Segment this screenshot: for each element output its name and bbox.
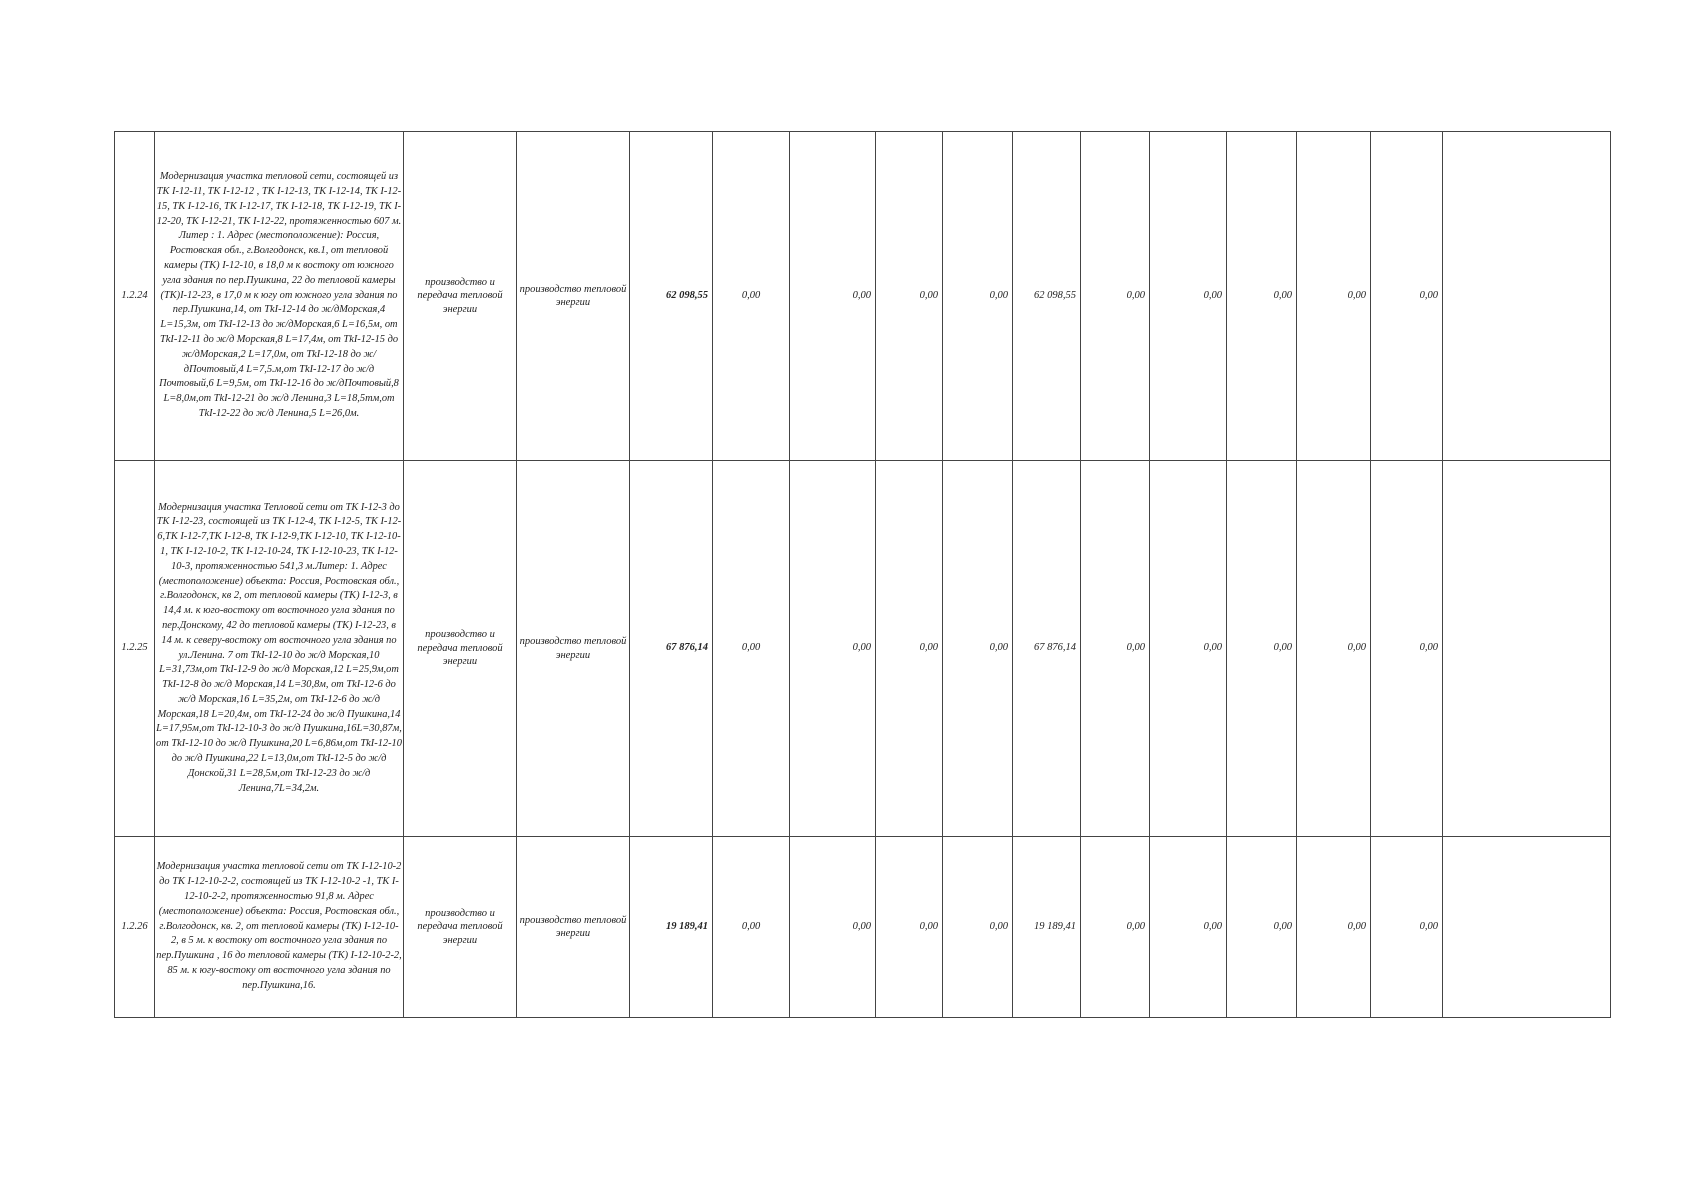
- project-description: Модернизация участка тепловой сети от ТК I-12-10-2 до ТК I-12-10-2-2, состоящей из ТК I-12-10-2 -1, ТК I-12-10-2-2, протяженностью 91,8 м. Адрес (местоположение) объекта: Россия, Ростовская обл., г.Волгодонск, кв. 2, от тепловой камеры (ТК) I-12-10-2, в 5 м. к востоку от восточного угла здания по пер.Пушкина , 16 до тепловой камеры (ТК) I-12-10-2-2, 85 м. к югу-востоку от восточного угла здания по пер.Пушкина,16.: [155, 837, 404, 1018]
- value-cell: 0,00: [1297, 132, 1371, 461]
- value-cell: 0,00: [1081, 461, 1150, 837]
- table-row: [115, 461, 1611, 837]
- empty-cell: [1443, 132, 1611, 461]
- row-number: 1.2.24: [115, 132, 155, 461]
- value-cell: 19 189,41: [1013, 837, 1081, 1018]
- total-cost: 19 189,41: [630, 837, 713, 1018]
- empty-cell: [1443, 837, 1611, 1018]
- value-cell: 0,00: [943, 461, 1013, 837]
- value-cell: 0,00: [790, 132, 876, 461]
- value-cell: 0,00: [1371, 837, 1443, 1018]
- value-cell: 0,00: [1371, 461, 1443, 837]
- value-cell: 0,00: [1227, 837, 1297, 1018]
- value-cell: 0,00: [1371, 132, 1443, 461]
- value-cell: 0,00: [1081, 132, 1150, 461]
- value-cell: 0,00: [713, 837, 790, 1018]
- value-cell: 0,00: [1150, 461, 1227, 837]
- value-cell: 0,00: [713, 132, 790, 461]
- value-cell: 0,00: [943, 132, 1013, 461]
- value-cell: 0,00: [790, 461, 876, 837]
- investment-program-table: [114, 131, 1611, 1018]
- value-cell: 0,00: [943, 837, 1013, 1018]
- value-cell: 0,00: [1297, 837, 1371, 1018]
- table-row: [115, 132, 1611, 461]
- activity-type: производство и передача тепловой энергии: [404, 461, 517, 837]
- value-cell: 0,00: [1227, 132, 1297, 461]
- project-description: Модернизация участка Тепловой сети от ТК I-12-3 до ТК I-12-23, состоящей из ТК I-12-4, ТК I-12-5, ТК I-12-6,ТК I-12-7,ТК I-12-8, ТК I-12-9,ТК I-12-10, ТК I-12-10-1, ТК I-12-10-2, ТК I-12-10-24, ТК I-12-10-23, ТК I-12-10-3, протяженностью 541,3 м.Литер: 1. Адрес (местоположение) объекта: Россия, Ростовская обл., г.Волгодонск, кв 2, от тепловой камеры (ТК) I-12-3, в 14,4 м. к юго-востоку от восточного угла здания по пер.Донскому, 42 до тепловой камеры (ТК) I-12-23, в 14 м. к северу-востоку от восточного угла здания по ул.Ленина. 7 от TkI-12-10 до ж/д Морская,10 L=31,73м,от TkI-12-9 до ж/д Морская,12 L=25,9м,от TkI-12-8 до ж/д Морская,14 L=30,8м, от TkI-12-6 до ж/д Морская,16 L=35,2м, от TkI-12-6 до ж/д Морская,18 L=20,4м, от TkI-12-24 до ж/д Пушкина,14 L=17,95м,от TkI-12-10-3 до ж/д Пушкина,16L=30,87м, от TkI-12-10 до ж/д Пушкина,20 L=6,86м,от TkI-12-10 до ж/д Пушкина,22 L=13,0м,от TkI-12-5 до ж/д Донской,31 L=28,5м,от TkI-12-23 до ж/д Ленина,7L=34,2м.: [155, 461, 404, 837]
- value-cell: 0,00: [876, 132, 943, 461]
- value-cell: 0,00: [1150, 837, 1227, 1018]
- activity-type: производство и передача тепловой энергии: [404, 132, 517, 461]
- value-cell: 0,00: [1297, 461, 1371, 837]
- value-cell: 0,00: [1081, 837, 1150, 1018]
- empty-cell: [1443, 461, 1611, 837]
- row-number: 1.2.25: [115, 461, 155, 837]
- value-cell: 0,00: [1150, 132, 1227, 461]
- total-cost: 62 098,55: [630, 132, 713, 461]
- production-type: производство тепловой энергии: [517, 837, 630, 1018]
- value-cell: 67 876,14: [1013, 461, 1081, 837]
- value-cell: 62 098,55: [1013, 132, 1081, 461]
- project-description: Модернизация участка тепловой сети, состоящей из ТК I-12-11, ТК I-12-12 , ТК I-12-13, ТК I-12-14, ТК I-12-15, ТК I-12-16, ТК I-12-17, ТК I-12-18, ТК I-12-19, ТК I-12-20, ТК I-12-21, ТК I-12-22, протяженностью 607 м. Литер : 1. Адрес (местоположение): Россия, Ростовская обл., г.Волгодонск, кв.1, от тепловой камеры (ТК) I-12-10, в 18,0 м к востоку от южного угла здания по пер.Пушкина, 22 до тепловой камеры (ТК)I-12-23, в 17,0 м к югу от южного угла здания по пер.Пушкина,14, от TkI-12-14 до ж/дМорская,4 L=15,3м, от TkI-12-13 до ж/дМорская,6 L=16,5м, от TkI-12-11 до ж/д Морская,8 L=17,4м, от TkI-12-15 до ж/дМорская,2 L=17,0м, от TkI-12-18 до ж/дПочтовый,4 L=7,5.м,от TkI-12-17 до ж/д Почтовый,6 L=9,5м, от TkI-12-16 до ж/дПочтовый,8 L=8,0м,от TkI-12-21 до ж/д Ленина,3 L=18,5тм,от TkI-12-22 до ж/д Ленина,5 L=26,0м.: [155, 132, 404, 461]
- value-cell: 0,00: [1227, 461, 1297, 837]
- value-cell: 0,00: [876, 837, 943, 1018]
- row-number: 1.2.26: [115, 837, 155, 1018]
- value-cell: 0,00: [876, 461, 943, 837]
- value-cell: 0,00: [713, 461, 790, 837]
- activity-type: производство и передача тепловой энергии: [404, 837, 517, 1018]
- production-type: производство тепловой энергии: [517, 132, 630, 461]
- total-cost: 67 876,14: [630, 461, 713, 837]
- production-type: производство тепловой энергии: [517, 461, 630, 837]
- table-row: [115, 837, 1611, 1018]
- value-cell: 0,00: [790, 837, 876, 1018]
